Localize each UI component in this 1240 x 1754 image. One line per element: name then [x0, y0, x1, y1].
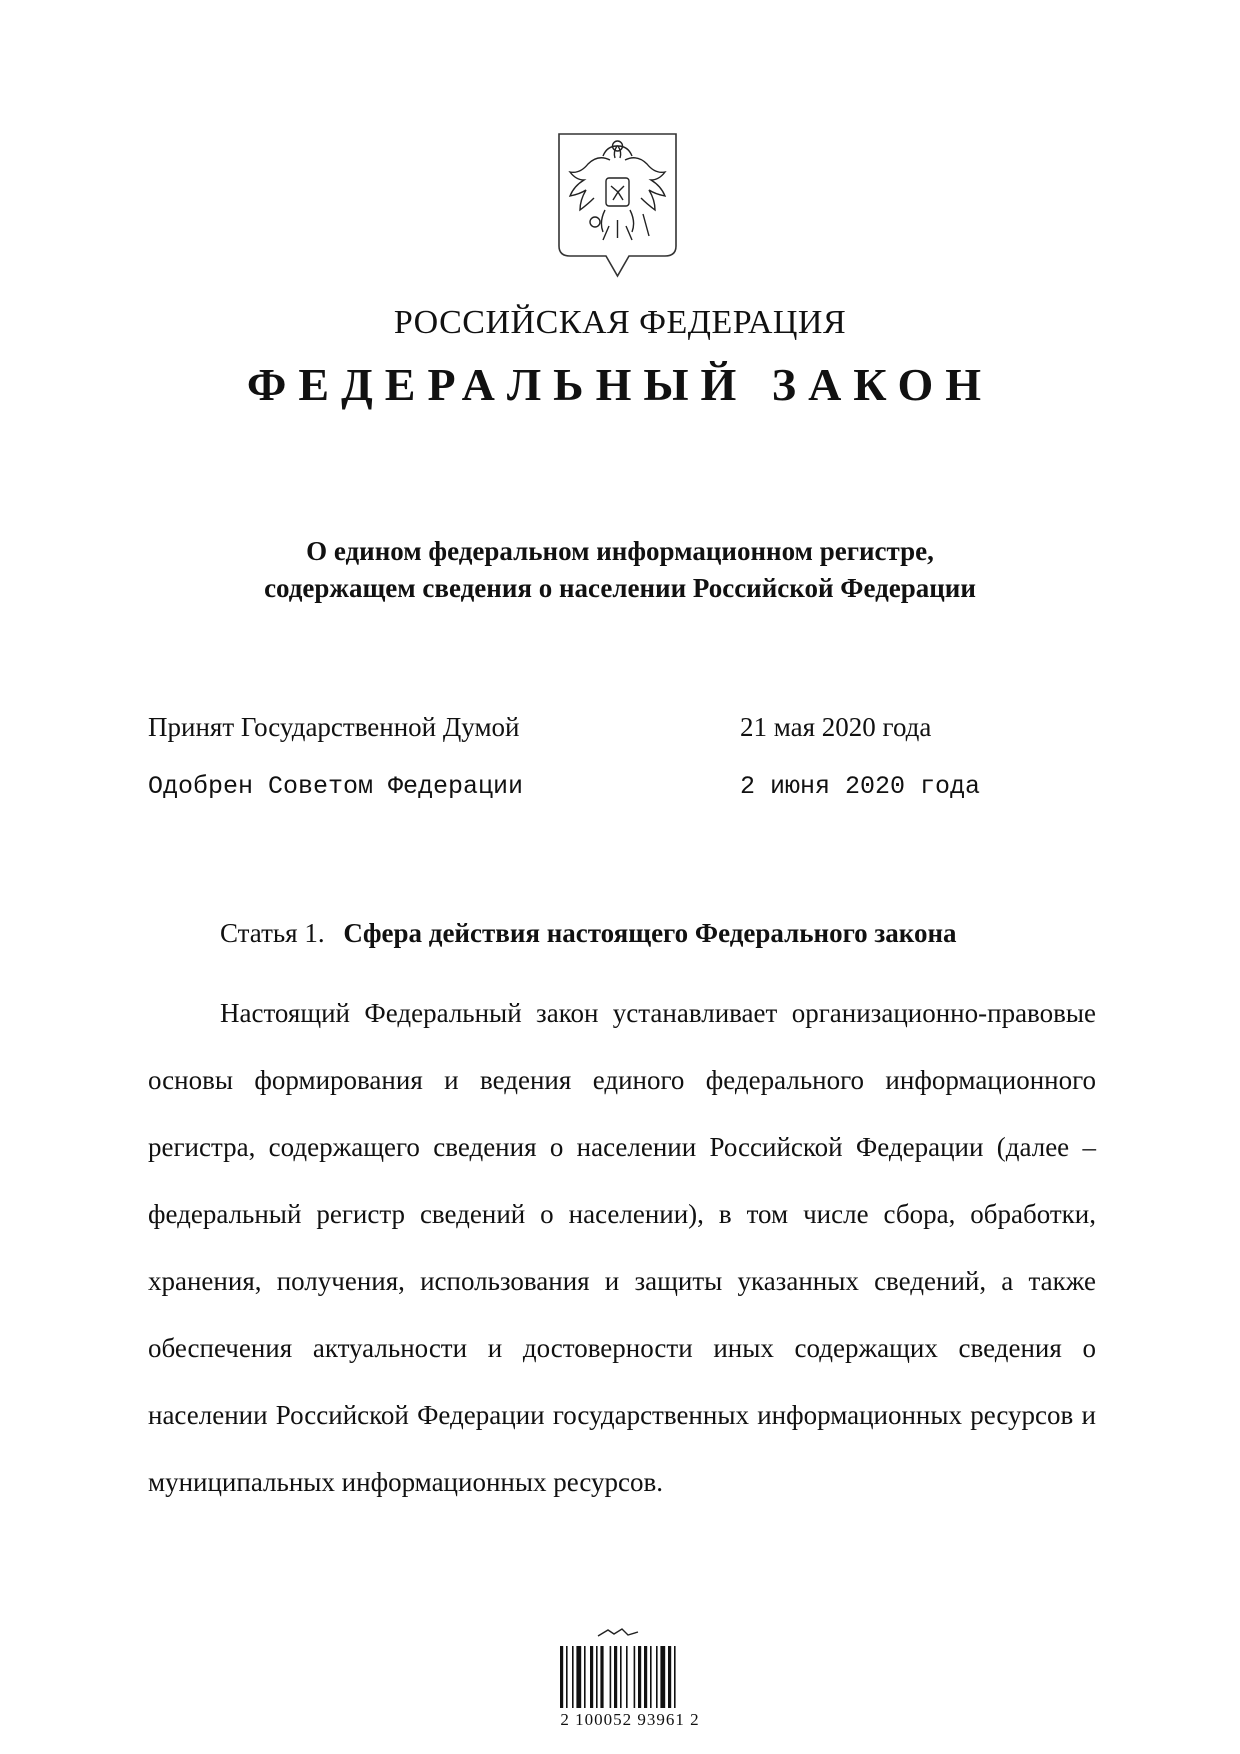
- law-title-line-2: содержащем сведения о населении Российской Федерации: [264, 573, 976, 603]
- article-header: [220, 918, 957, 949]
- adoption-label: Одобрен Советом Федерации: [148, 772, 524, 801]
- country-name: РОССИЙСКАЯ ФЕДЕРАЦИЯ: [393, 304, 847, 341]
- adoption-state-duma: [148, 712, 1108, 743]
- adoption-date: 21 мая 2020 года: [740, 712, 932, 742]
- coat-of-arms-icon: [555, 130, 680, 280]
- article-body: Настоящий Федеральный закон устанавливает организационно-правовые основы формирования и ведения единого федерального информационного регистра, содержащего сведения о населении Российской Федерации (далее – федеральный регистр сведений о населении), в том числе сбора, обработки, хранения, получения, использования и защиты указанных сведений, а также обеспечения актуальности и достоверности иных содержащих сведения о населении Российской Федерации государственных информационных ресурсов и муниципальных информационных ресурсов.: [148, 998, 1096, 1497]
- document-type: ФЕДЕРАЛЬНЫЙ ЗАКОН: [246, 359, 994, 410]
- article-number: Статья 1.: [220, 918, 325, 948]
- adoption-label: Принят Государственной Думой: [148, 712, 520, 742]
- law-title: [0, 533, 1240, 607]
- article-heading: Сфера действия настоящего Федерального закона: [343, 918, 957, 948]
- barcode-number: 2 100052 93961 2: [560, 1710, 700, 1729]
- law-title-line-1: О едином федеральном информационном регистре,: [306, 536, 934, 566]
- adoption-federation-council: [148, 772, 1108, 801]
- adoption-date: 2 июня 2020 года: [740, 772, 981, 801]
